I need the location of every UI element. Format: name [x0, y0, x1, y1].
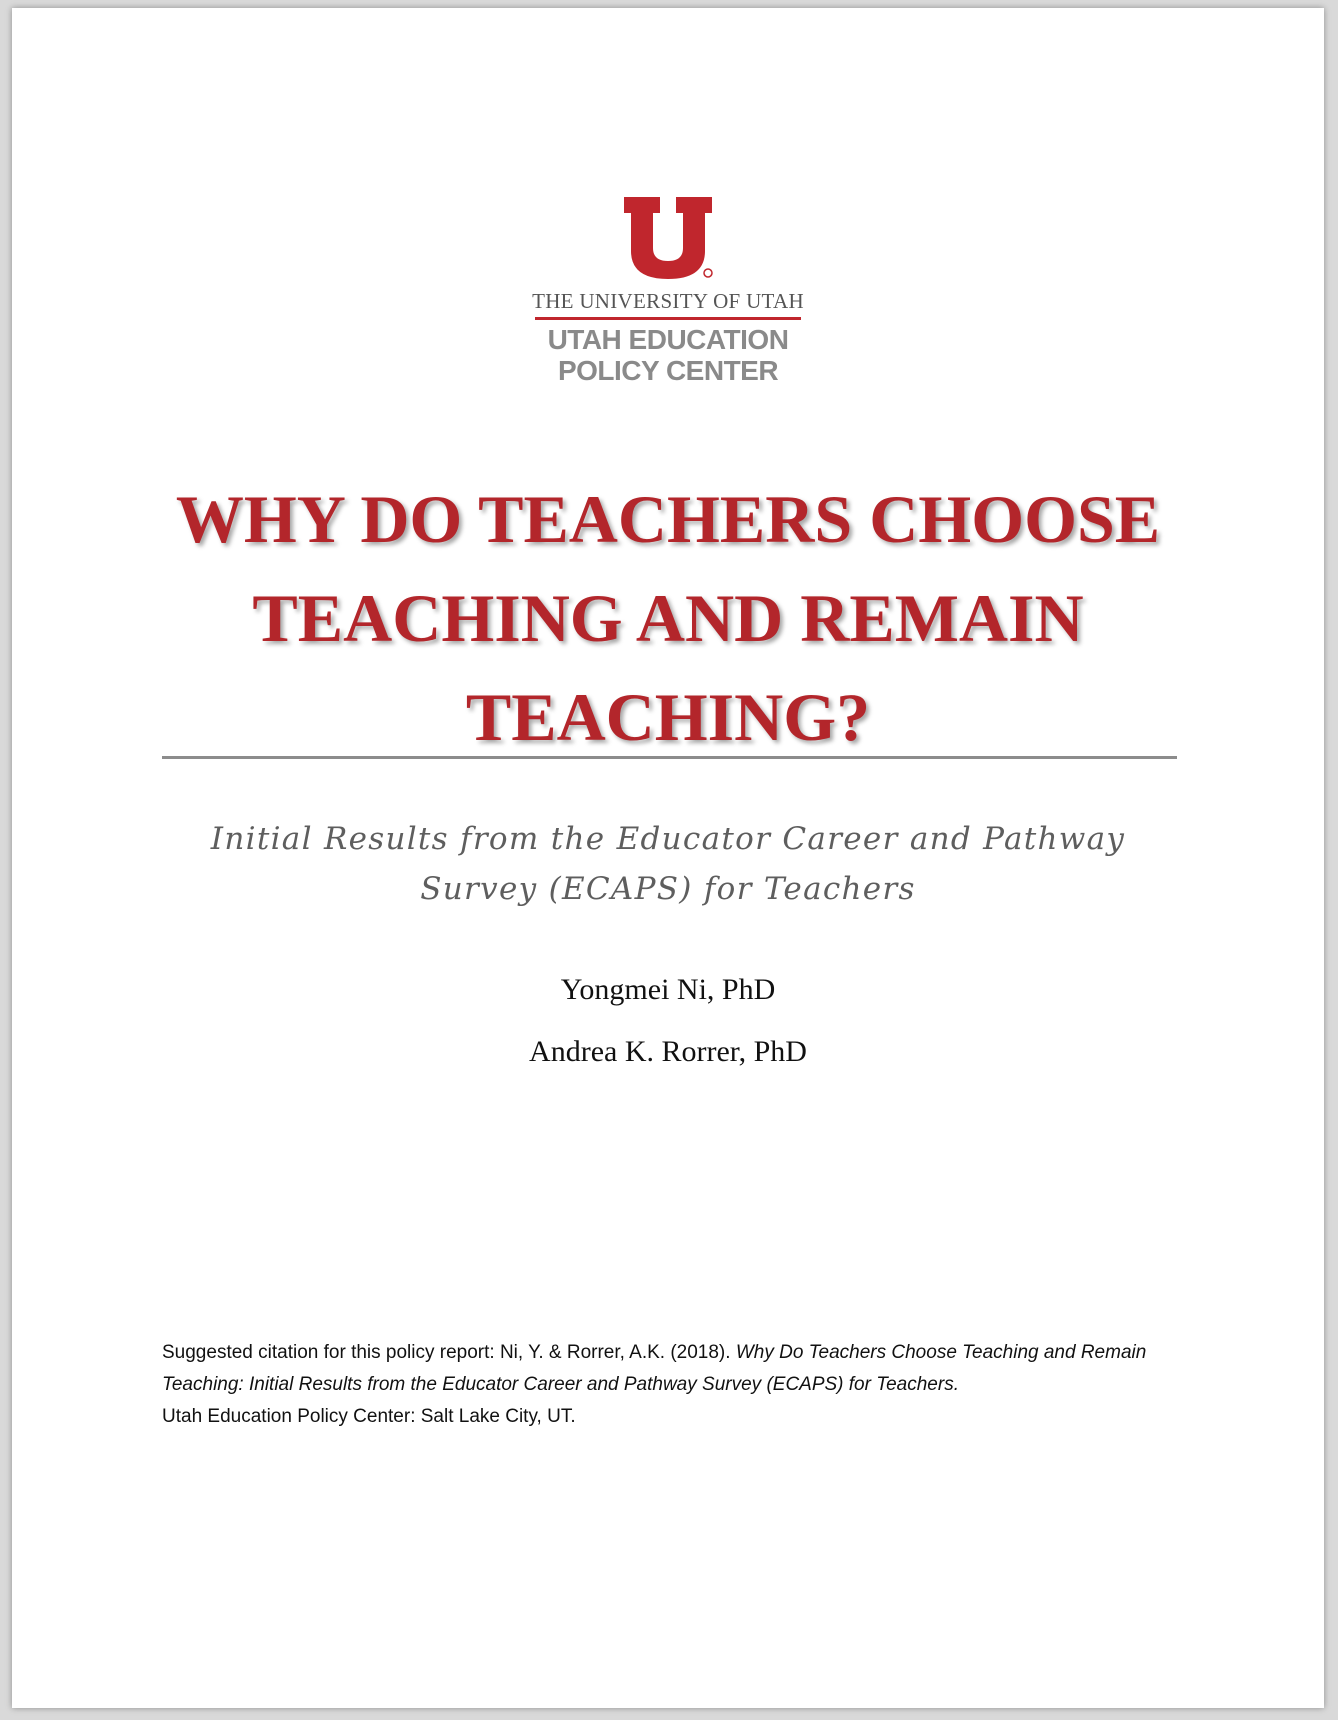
author-name: Andrea K. Rorrer, PhD [529, 1035, 807, 1068]
report-title-line-3: TEACHING? [465, 679, 871, 755]
document-page [12, 8, 1324, 1708]
citation-title: Why Do Teachers Choose Teaching and Remain Teaching: Initial Results from the Educator Career and Pathway Survey (ECAPS) for Teachers. [162, 1342, 1147, 1395]
report-subtitle-line-1: Initial Results from the Educator Career and Pathway [210, 821, 1126, 857]
report-subtitle [152, 814, 1184, 914]
citation-prefix: Suggested citation for this policy report: Ni, Y. & Rorrer, A.K. (2018). [162, 1342, 736, 1363]
suggested-citation [162, 1337, 1182, 1433]
report-subtitle-line-2: Survey (ECAPS) for Teachers [420, 871, 916, 907]
logo-center-line-1: UTAH EDUCATION [547, 324, 789, 355]
author-list [152, 970, 1184, 1094]
block-u-logo-icon [620, 193, 716, 283]
logo-center-line-2: POLICY CENTER [557, 355, 779, 386]
logo-university-name: THE UNIVERSITY OF UTAH [532, 289, 804, 313]
report-title-line-1: WHY DO TEACHERS CHOOSE [175, 481, 1161, 557]
report-title [152, 470, 1184, 767]
university-logo [12, 193, 1324, 386]
title-divider [162, 756, 1177, 759]
citation-publisher: Utah Education Policy Center: Salt Lake City, UT. [162, 1406, 576, 1427]
logo-center-name [12, 324, 1324, 386]
logo-divider [535, 317, 801, 320]
author-name: Yongmei Ni, PhD [560, 973, 776, 1006]
report-title-line-2: TEACHING AND REMAIN [252, 580, 1084, 656]
